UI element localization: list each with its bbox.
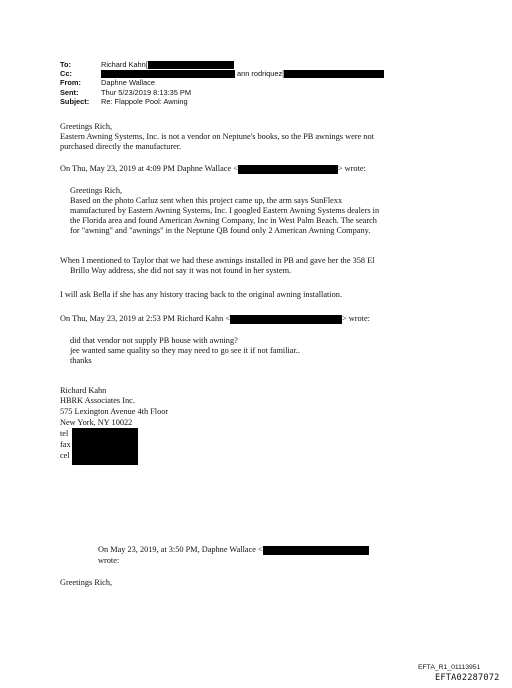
quote-header-text: On Thu, May 23, 2019 at 2:53 PM Richard Kahn < (60, 314, 230, 323)
quote-header-wrote: wrote: (98, 556, 120, 565)
quoted-line: When I mentioned to Taylor that we had these awnings installed in PB and gave her the 358 El (60, 256, 375, 265)
quoted-line: for "awning" and "awnings" in the Neptune QB found only 2 American Awning Company. (70, 226, 371, 235)
redaction-block (263, 546, 369, 555)
signature-address: 575 Lexington Avenue 4th Floor (60, 407, 169, 416)
quoted-greeting: Greetings Rich, (70, 186, 123, 195)
signature-fax: fax (60, 440, 71, 449)
quote-header (98, 545, 369, 555)
signature-name: Richard Kahn (60, 386, 107, 395)
redaction-block (238, 165, 338, 174)
sent-value: Thur 5/23/2019 8:13:35 PM (101, 87, 191, 97)
cc-value: ann rodriquez[ (237, 69, 285, 79)
quote-header (60, 314, 370, 324)
quoted-line: Based on the photo Carluz sent when this project came up, the arm says SunFlexx (70, 196, 343, 205)
redaction-block (148, 61, 234, 69)
signature-address: New York, NY 10022 (60, 418, 133, 427)
redaction-block (72, 428, 138, 465)
quote-header-text: On Thu, May 23, 2019 at 4:09 PM Daphne Wallace < (60, 164, 238, 173)
quoted-line: I will ask Bella if she has any history tracing back to the original awning installation. (60, 290, 343, 299)
quoted-line: the Florida area and found American Awning Company, Inc in West Palm Beach. The search (70, 216, 377, 225)
cc-label: Cc: (60, 69, 72, 79)
from-label: From: (60, 78, 81, 88)
greeting: Greetings Rich, (60, 578, 113, 587)
quoted-line: Brillo Way address, she did not say it was not found in her system. (70, 266, 292, 275)
from-row (60, 78, 384, 87)
signature-cel: cel (60, 451, 70, 460)
paragraph-line: purchased directly the manufacturer. (60, 142, 182, 151)
paragraph-line: Eastern Awning Systems, Inc. is not a vendor on Neptune's books, so the PB awnings were not (60, 132, 374, 141)
quoted-line: manufactured by Eastern Awning Systems, Inc. I googled Eastern Awning Systems dealers in (70, 206, 380, 215)
signature-tel: tel (60, 429, 69, 438)
greeting: Greetings Rich, (60, 122, 113, 131)
redaction-block (101, 70, 235, 78)
cc-row (60, 69, 384, 78)
subject-row (60, 97, 384, 106)
quote-header-wrote: > wrote: (342, 314, 370, 323)
to-label: To: (60, 60, 71, 69)
sent-row (60, 88, 384, 97)
sent-label: Sent: (60, 87, 79, 97)
quote-header (60, 164, 366, 174)
quoted-line: jee wanted same quality so they may need to go see it if not familiar.. (70, 346, 300, 355)
quoted-line: did that vendor not supply PB house with awning? (70, 336, 238, 345)
document-id-bates: EFTA02287072 (435, 673, 500, 683)
to-value: Richard Kahn[ (101, 60, 148, 69)
email-header (60, 60, 384, 106)
redaction-block (284, 70, 384, 78)
redaction-block (230, 315, 342, 324)
to-row (60, 60, 384, 69)
quote-header-text: On May 23, 2019, at 3:50 PM, Daphne Wallace < (98, 545, 263, 554)
signature-company: HBRK Associates Inc. (60, 396, 135, 405)
from-value: Daphne Wallace (101, 78, 155, 88)
subject-value: Re: Flappole Pool: Awning (101, 96, 188, 106)
subject-label: Subject: (60, 96, 90, 106)
document-id-primary: EFTA_R1_01113951 (418, 664, 481, 671)
quote-header-wrote: > wrote: (337, 164, 366, 173)
quoted-line: thanks (70, 356, 92, 365)
